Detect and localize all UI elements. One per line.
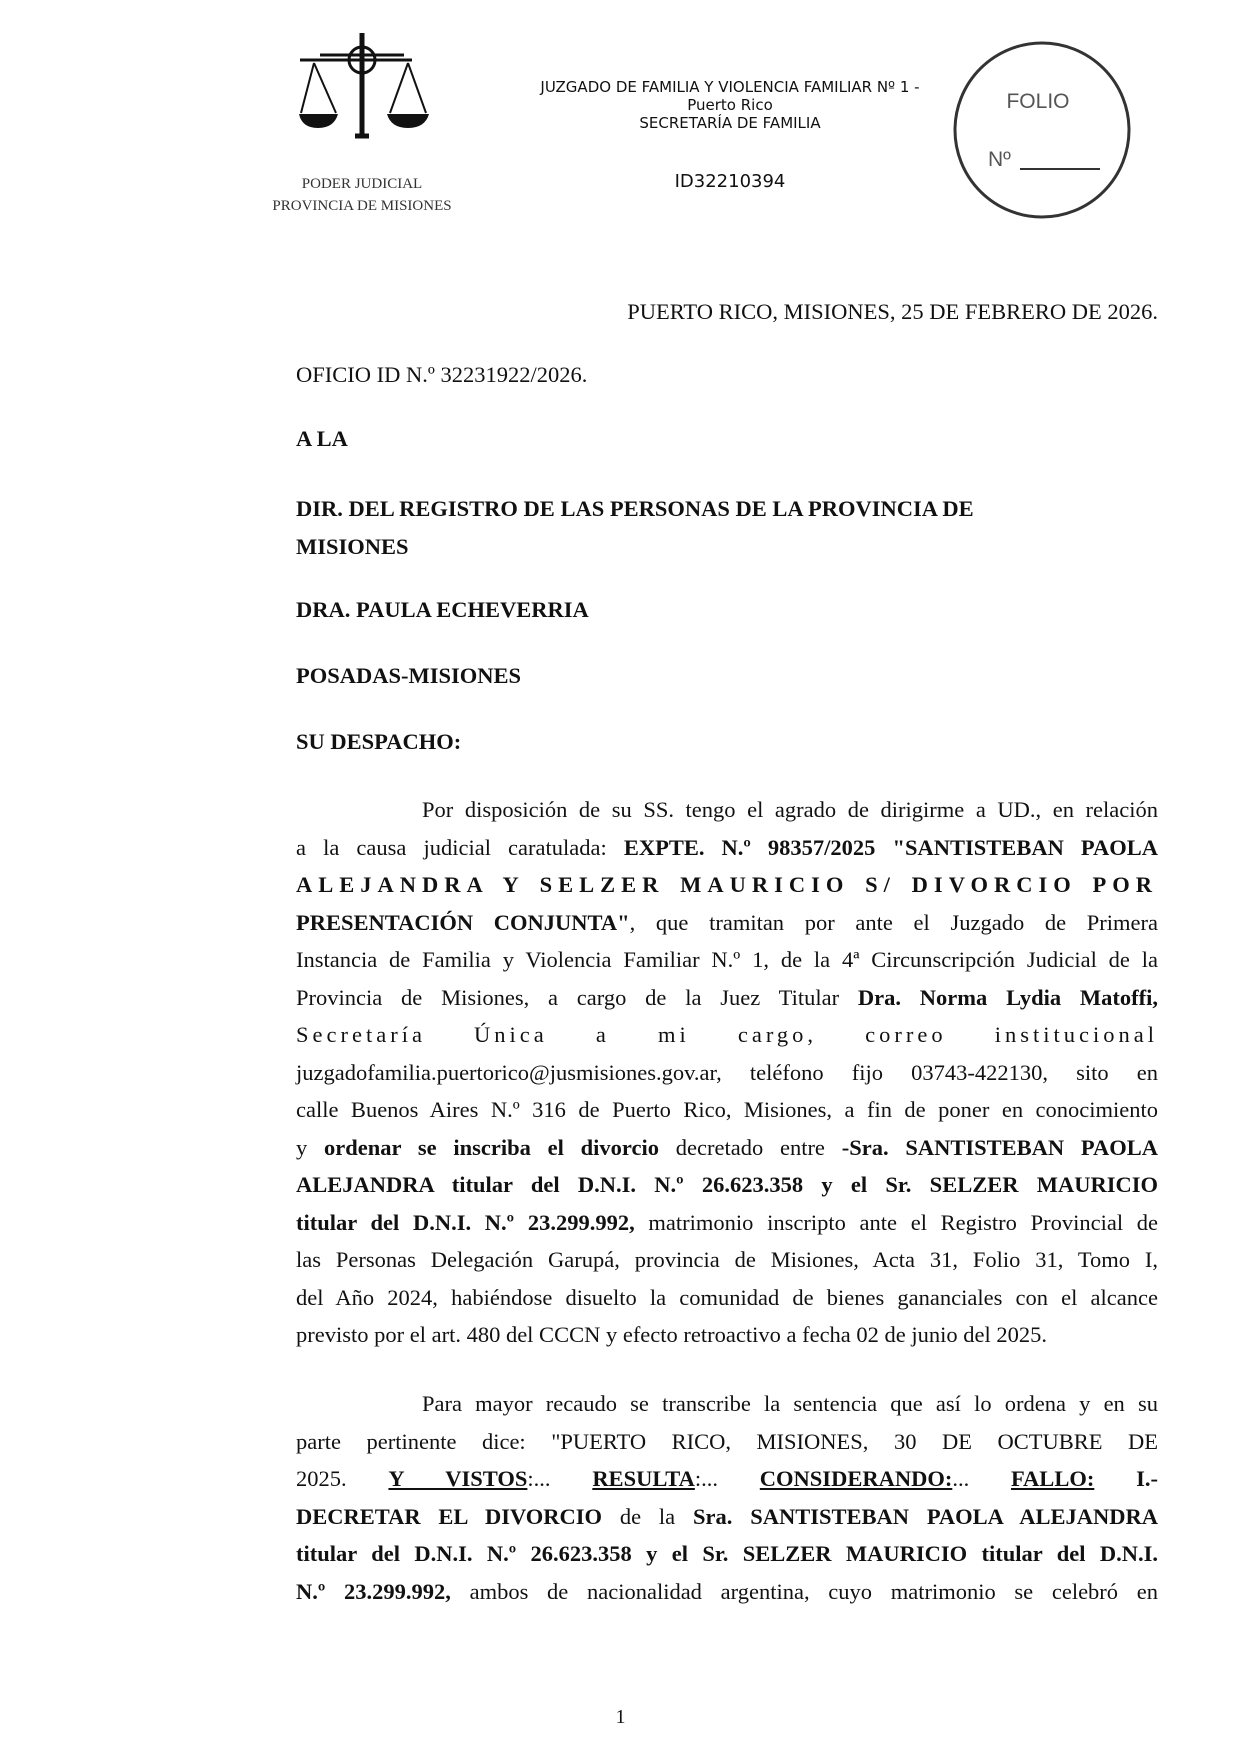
oficio-number: OFICIO ID N.º 32231922/2026. [296,362,588,387]
folio-label: FOLIO [1006,90,1070,113]
recipient-name: DRA. PAULA ECHEVERRIA [296,597,589,622]
p1-line: Provincia de Misiones, a cargo de la Juez Titular Dra. Norma Lydia Matoffi, [296,984,1158,1010]
recipient-office [296,490,1158,566]
folio-number-label: Nº [988,148,1011,171]
p1-line: juzgadofamilia.puertorico@jusmisiones.gov.ar, teléfono fijo 03743-422130, sito en [296,1059,1158,1085]
body-paragraph-2 [296,1385,1158,1610]
p2-line: N.º 23.299.992, ambos de nacionalidad argentina, cuyo matrimonio se celebró en [296,1578,1158,1604]
p2-line: titular del D.N.I. N.º 26.623.358 y el Sr. SELZER MAURICIO titular del D.N.I. [296,1541,1158,1566]
recipient-line2: MISIONES [296,534,409,559]
p1-line: calle Buenos Aires N.º 316 de Puerto Rico, Misiones, a fin de poner en conocimiento [296,1097,1158,1122]
folio-circle-icon [950,38,1135,223]
p1-line: del Año 2024, habiéndose disuelto la comunidad de bienes gananciales con el alcance [296,1284,1158,1310]
court-name: JUZGADO DE FAMILIA Y VIOLENCIA FAMILIAR Nº 1 - [540,78,920,96]
secretaria: SECRETARÍA DE FAMILIA [639,114,821,132]
court-location: Puerto Rico [687,96,773,114]
p2-line: DECRETAR EL DIVORCIO de la Sra. SANTISTEBAN PAOLA ALEJANDRA [296,1503,1158,1529]
p2-line: Para mayor recaudo se transcribe la sentencia que así lo ordena y en su [422,1391,1158,1416]
page-number: 1 [615,1706,626,1728]
p2-line: parte pertinente dice: "PUERTO RICO, MISIONES, 30 DE OCTUBRE DE [296,1428,1158,1454]
p1-line: Por disposición de su SS. tengo el agrado de dirigirme a UD., en relación [422,797,1158,822]
recipient-line1: DIR. DEL REGISTRO DE LAS PERSONAS DE LA PROVINCIA DE [296,496,974,521]
p1-line: ALEJANDRA titular del D.N.I. N.º 26.623.358 y el Sr. SELZER MAURICIO [296,1172,1158,1197]
p1-line: a la causa judicial caratulada: EXPTE. N.º 98357/2025 "SANTISTEBAN PAOLA [296,834,1158,860]
logo-text-line2: PROVINCIA DE MISIONES [272,198,452,214]
body-paragraph-1 [296,791,1158,1354]
p1-line: Secretaría Única a mi cargo, correo institucional [296,1022,1158,1047]
p1-line: las Personas Delegación Garupá, provincia de Misiones, Acta 31, Folio 31, Tomo I, [296,1247,1158,1272]
p1-line: y ordenar se inscriba el divorcio decretado entre -Sra. SANTISTEBAN PAOLA [296,1134,1158,1160]
date-line: PUERTO RICO, MISIONES, 25 DE FEBRERO DE 2026. [627,299,1158,324]
p1-line: previsto por el art. 480 del CCCN y efecto retroactivo a fecha 02 de junio del 2025. [296,1322,1048,1347]
recipient-city: POSADAS-MISIONES [296,663,522,688]
scales-of-justice-icon [272,28,520,223]
folio-stamp [950,38,1135,223]
logo-text-line1: PODER JUDICIAL [301,176,423,192]
addressee-prefix: A LA [296,426,348,451]
document-id: ID32210394 [674,171,786,192]
p1-line: ALEJANDRA Y SELZER MAURICIO S/ DIVORCIO POR [296,872,1158,897]
p1-line: Instancia de Familia y Violencia Familiar N.º 1, de la 4ª Circunscripción Judicial de la [296,947,1158,972]
p2-line: 2025. Y VISTOS:... RESULTA:... CONSIDERANDO:... FALLO: I.- [296,1466,1158,1491]
p1-line: PRESENTACIÓN CONJUNTA", que tramitan por ante el Juzgado de Primera [296,909,1159,935]
despacho-heading: SU DESPACHO: [296,729,462,754]
poder-judicial-logo [272,28,520,223]
p1-line: titular del D.N.I. N.º 23.299.992, matrimonio inscripto ante el Registro Provincial de [296,1209,1159,1235]
court-header [530,78,930,132]
